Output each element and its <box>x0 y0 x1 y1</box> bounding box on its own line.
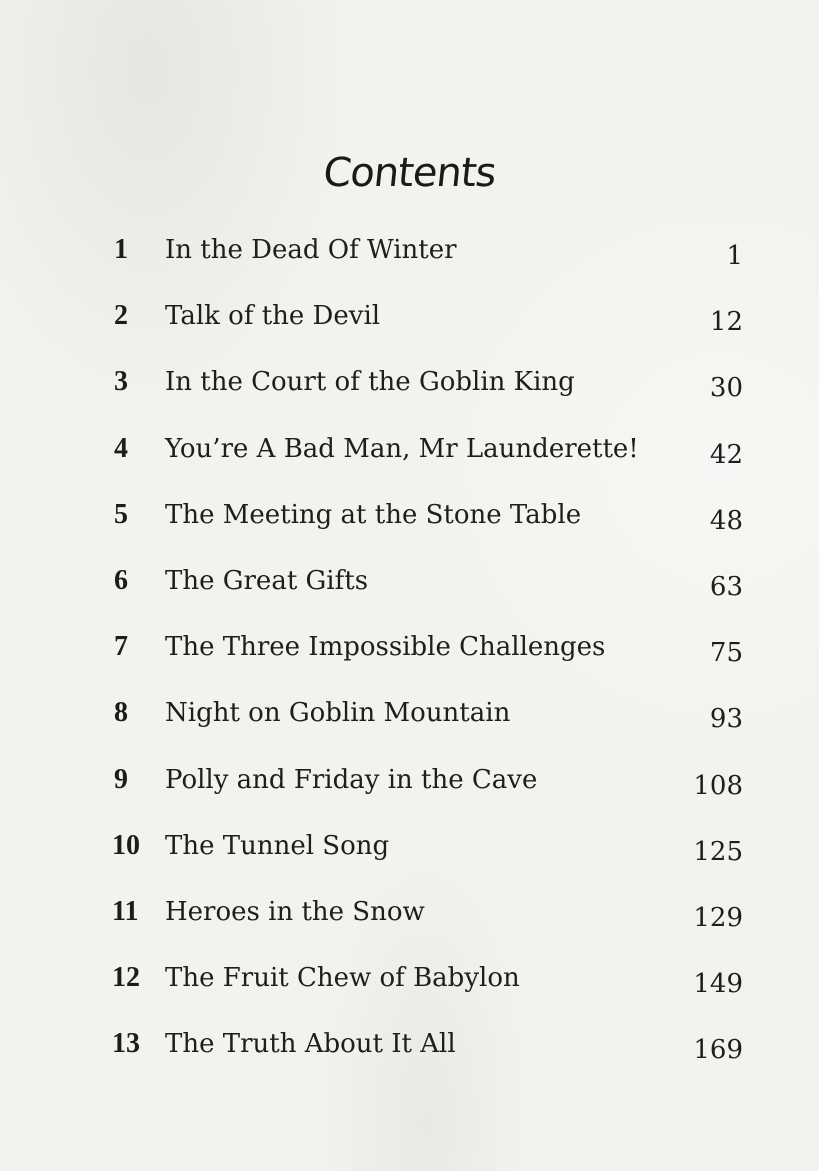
chapter-number: 12 <box>112 962 140 994</box>
chapter-number: 11 <box>112 895 139 927</box>
chapter-title: The Meeting at the Stone Table <box>165 499 582 530</box>
toc-row <box>0 629 819 695</box>
page-number: 63 <box>709 571 743 602</box>
toc-row <box>0 828 819 894</box>
page-number: 12 <box>709 307 743 338</box>
page-number: 108 <box>693 770 743 801</box>
chapter-title: The Great Gifts <box>165 565 369 596</box>
toc-row <box>0 232 819 298</box>
chapter-number: 9 <box>114 763 128 795</box>
page-number: 75 <box>709 638 743 669</box>
toc-row <box>0 298 819 364</box>
page-number: 42 <box>709 439 743 470</box>
chapter-number: 1 <box>114 234 128 265</box>
chapter-title: You’re A Bad Man, Mr Launderette! <box>165 433 639 464</box>
chapter-title: The Fruit Chew of Babylon <box>165 963 520 994</box>
page-title: Contents <box>321 150 498 196</box>
page-number: 169 <box>693 1035 743 1066</box>
chapter-number: 8 <box>114 697 128 729</box>
page-number: 149 <box>693 969 743 1000</box>
chapter-number: 7 <box>114 631 128 663</box>
toc-row <box>0 695 819 761</box>
page-number: 125 <box>693 836 743 867</box>
chapter-number: 3 <box>114 366 128 398</box>
chapter-title: In the Court of the Goblin King <box>165 367 575 398</box>
chapter-title: Polly and Friday in the Cave <box>165 764 538 795</box>
page-number: 1 <box>726 241 743 271</box>
page-number: 129 <box>693 902 743 933</box>
page-number: 48 <box>709 505 743 536</box>
toc-row <box>0 1026 819 1092</box>
chapter-number: 6 <box>114 564 128 596</box>
chapter-number: 5 <box>114 498 128 530</box>
toc-row <box>0 762 819 828</box>
chapter-title: The Truth About It All <box>165 1029 456 1060</box>
chapter-number: 2 <box>114 300 128 332</box>
toc-row <box>0 431 819 497</box>
chapter-title: The Tunnel Song <box>165 830 390 861</box>
page-number: 93 <box>709 704 743 735</box>
table-of-contents <box>0 232 819 1092</box>
chapter-title: Heroes in the Snow <box>165 896 425 927</box>
toc-row <box>0 960 819 1026</box>
chapter-number: 10 <box>112 829 140 861</box>
toc-row <box>0 894 819 960</box>
toc-row <box>0 563 819 629</box>
page-number: 30 <box>709 373 743 404</box>
chapter-title: Talk of the Devil <box>165 301 381 332</box>
toc-row <box>0 497 819 563</box>
chapter-number: 4 <box>114 432 128 464</box>
chapter-number: 13 <box>112 1028 140 1060</box>
chapter-title: In the Dead Of Winter <box>165 235 457 265</box>
chapter-title: The Three Impossible Challenges <box>165 632 606 663</box>
chapter-title: Night on Goblin Mountain <box>165 698 511 729</box>
toc-row <box>0 364 819 430</box>
